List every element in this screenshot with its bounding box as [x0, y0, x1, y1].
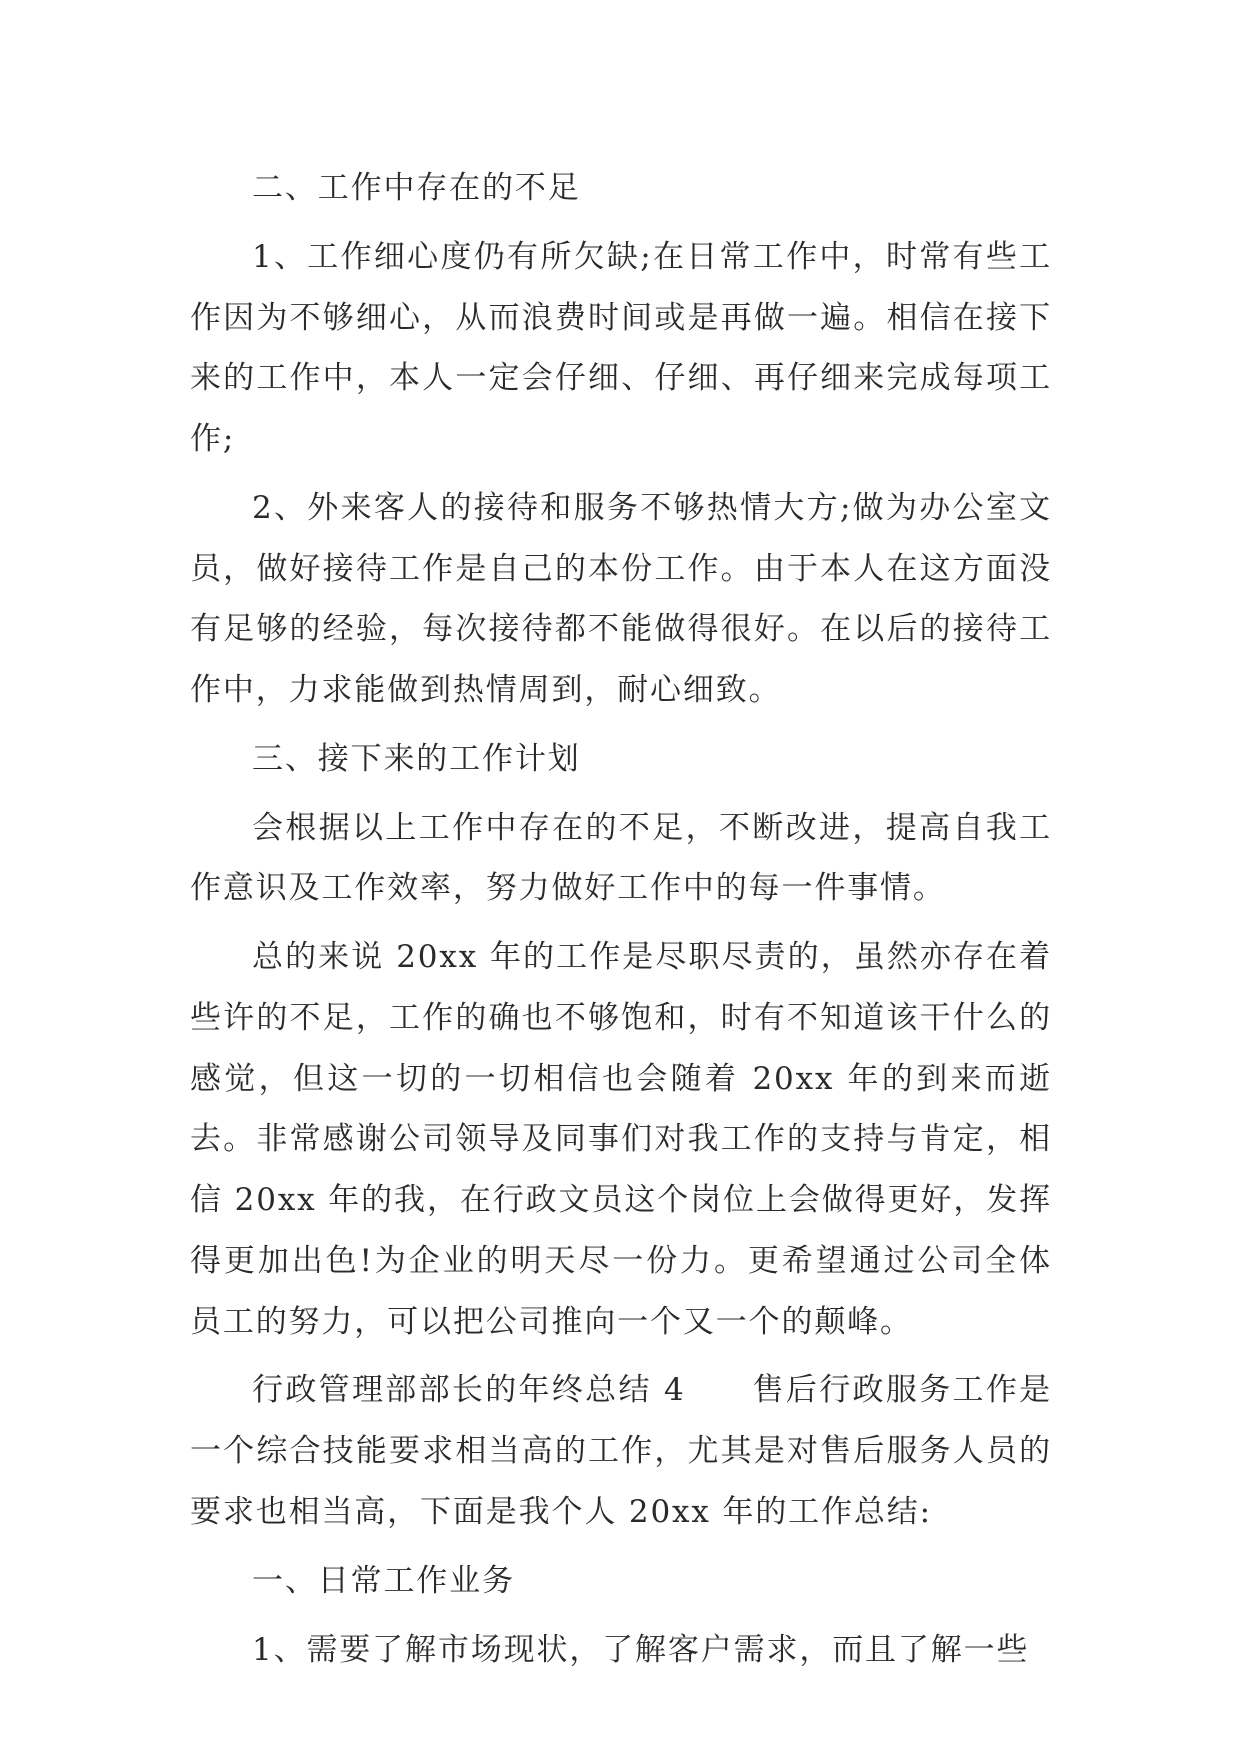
section-heading-daily-work: 一、日常工作业务: [252, 1562, 515, 1599]
document-page: [190, 158, 1052, 1689]
paragraph-shortcoming-2: 2、外来客人的接待和服务不够热情大方;做为办公室文员，做好接待工作是自己的本份工作。由于本人在这方面没有足够的经验，每次接待都不能做得很好。在以后的接待工作中，力求能做到热情周到，耐心细致。: [190, 489, 1052, 708]
section-heading-work-plan: 三、接下来的工作计划: [252, 740, 581, 777]
paragraph-summary: 总的来说 20xx 年的工作是尽职尽责的，虽然亦存在着些许的不足，工作的确也不够饱和，时有不知道该干什么的感觉，但这一切的一切相信也会随着 20xx 年的到来而逝去。非常感谢公司领导及同事们对我工作的支持与肯定，相信 20xx 年的我，在行政文员这个岗位上会做得更好，发挥得更加出色!为企业的明天尽一份力。更希望通过公司全体员工的努力，可以把公司推向一个又一个的颠峰。: [190, 939, 1052, 1340]
paragraph-shortcoming-1: 1、工作细心度仍有所欠缺;在日常工作中，时常有些工作因为不够细心，从而浪费时间或是再做一遍。相信在接下来的工作中，本人一定会仔细、仔细、再仔细来完成每项工作;: [190, 238, 1052, 457]
paragraph-daily-work-1: 1、需要了解市场现状，了解客户需求，而且了解一些: [252, 1631, 1030, 1668]
paragraph-work-plan: 会根据以上工作中存在的不足，不断改进，提高自我工作意识及工作效率，努力做好工作中的每一件事情。: [190, 809, 1052, 907]
section-heading-shortcomings: 二、工作中存在的不足: [252, 170, 581, 206]
paragraph-year-end-summary-4: 行政管理部部长的年终总结 4 售后行政服务工作是一个综合技能要求相当高的工作，尤其是对售后服务人员的要求也相当高，下面是我个人 20xx 年的工作总结:: [190, 1372, 1052, 1530]
